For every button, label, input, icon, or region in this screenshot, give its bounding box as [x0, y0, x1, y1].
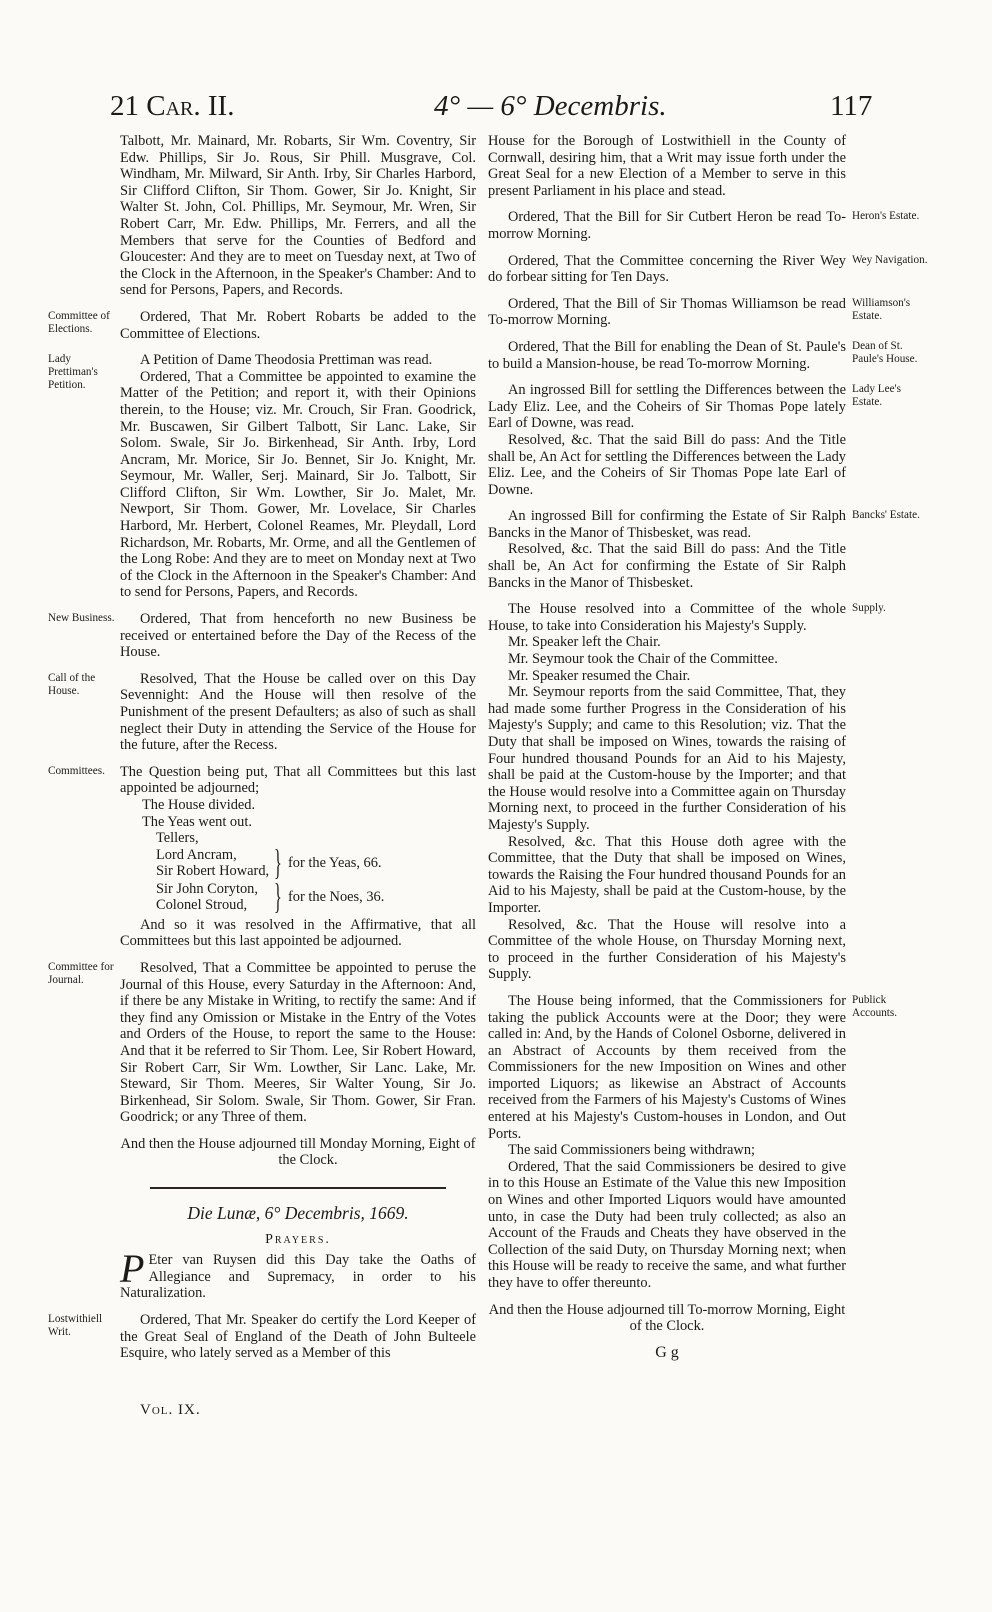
entry-text: Mr. Seymour took the Chair of the Committee.: [508, 651, 778, 668]
margin-note: Williamson's Estate.: [852, 296, 911, 322]
running-head-regnal-year: 21 Car. II.: [110, 90, 235, 122]
entry-text: Mr. Speaker left the Chair.: [508, 634, 661, 651]
left-column: [48, 133, 476, 1369]
entry-publick-accounts: [488, 992, 898, 1292]
entry-text: Ordered, That the Committee concerning the River Wey do forbear sitting for Ten Days.: [488, 252, 846, 286]
brace-icon: }: [274, 875, 282, 916]
entry-lady-lee-estate: [488, 382, 901, 498]
day-heading: Die Lunæ, 6° Decembris, 1669.: [187, 1203, 409, 1224]
entry-text: Ordered, That the Bill of Sir Thomas Williamson be read To-morrow Morning.: [488, 295, 846, 329]
entry-text: A Petition of Dame Theodosia Prettiman was read.: [140, 352, 433, 369]
entry-dean-st-paules: [488, 338, 918, 372]
margin-note: Wey Navigation.: [852, 253, 928, 266]
entry-adjournment: [120, 1136, 476, 1169]
entry-lostwithiell-writ: [48, 1312, 476, 1362]
entry-text: Resolved, That a Committee be appointed to peruse the Journal of this House, every Saturday in the Afternoon: And, if there be any Mistake in Writing, to rectify the same: And if they find any Omission or Mistake in the Entry of the Votes and Orders of the House, to report the same to the House: And that it be referred to Sir Thom. Lee, Sir Robert Howard, Sir Robert Carr, Sir Wm. Lowther, Sir Lanc. Lake, Mr. Steward, Sir Thom. Meeres, Sir Walter Young, Sir Jo. Birkenhead, Sir Solom. Swale, Sir Thom. Gower, Sir Fran. Goodrick; or any Three of them.: [120, 959, 476, 1126]
entry-text: Talbott, Mr. Mainard, Mr. Robarts, Sir Wm. Coventry, Sir Edw. Phillips, Sir Jo. Rous, Sir Phill. Musgrave, Col. Windham, Mr. Milward, Sir Anth. Irby, Sir Charles Harbord, Sir Clifford Clifton, Sir Thom. Gower, Sir Jo. Knight, Sir Walter St. John, Col. Phillips, Mr. Seymour, Mr. Wren, Sir Robert Carr, Mr. Edw. Phillips, Mr. Ferrers, and all the Members that serve for the Counties of Bedford and Gloucester: And they are to meet on Tuesday next, at Two of the Clock in the Afternoon, in the Speaker's Chamber: And to send for Persons, Papers, and Records.: [120, 133, 476, 299]
entry-text: Mr. Speaker resumed the Chair.: [508, 667, 691, 684]
section-rule: [150, 1187, 446, 1189]
prayers-heading: Prayers.: [265, 1231, 331, 1247]
entry-text: Resolved, &c. That the House will resolve into a Committee of the whole House, on Thursday Morning next, to proceed in the further Consideration of his Majesty's Supply.: [488, 916, 846, 983]
margin-note: Lady Prettiman's Petition.: [48, 353, 98, 392]
margin-note: Call of the House.: [48, 671, 96, 697]
entry-text: House for the Borough of Lostwithiell in the County of Cornwall, desiring him, that a Writ may issue forth under the Great Seal for a new Election of a Member to serve in this present Parliament in his place and stead.: [488, 133, 846, 199]
entry-prettiman-petition: [48, 352, 476, 601]
margin-note: Heron's Estate.: [852, 210, 920, 223]
drop-cap: P: [120, 1246, 145, 1292]
teller-name: Lord Ancram,: [156, 846, 237, 863]
entry-text: Ordered, That the Bill for enabling the Dean of St. Paule's to build a Mansion-house, be read To-morrow Morning.: [488, 338, 846, 372]
margin-note: Committees.: [48, 764, 105, 777]
entry-text: Resolved, &c. That the said Bill do pass: And the Title shall be, An Act for confirming the Estate of Sir Ralph Bancks in the Manor of Thisbesket.: [488, 541, 846, 591]
entry-adjournment: [488, 1302, 846, 1335]
entry-text: The Question being put, That all Committees but this last appointed be adjourned;: [120, 763, 476, 797]
entry-text: Ordered, That Mr. Robert Robarts be added to the Committee of Elections.: [120, 308, 476, 342]
entry-call-of-house: [48, 670, 476, 754]
entry-committee-list-cont: [120, 133, 476, 299]
entry-committee-for-journal: [48, 959, 476, 1126]
entry-new-business: [48, 611, 476, 661]
entry-text: And then the House adjourned till To-morrow Morning, Eight of the Clock.: [488, 1301, 846, 1335]
margin-note: Publick Accounts.: [852, 993, 898, 1019]
gathering-signature: G g: [655, 1343, 679, 1361]
entry-williamson-estate: [488, 295, 911, 329]
entry-heron-estate: [488, 209, 920, 242]
entry-text: Ordered, That the Bill for Sir Cutbert Heron be read To-morrow Morning.: [488, 209, 846, 242]
entry-naturalization: [120, 1246, 476, 1302]
brace-icon: }: [274, 841, 282, 882]
entry-line: The Yeas went out.: [142, 813, 252, 830]
entry-text: An ingrossed Bill for settling the Differences between the Lady Eliz. Lee, and the Coheirs of Sir Thomas Pope lately Earl of Downe, was read.: [488, 382, 846, 432]
entry-text: Ordered, That Mr. Speaker do certify the Lord Keeper of the Great Seal of England of the Death of John Bulteele Esquire, who lately served as a Member of this: [120, 1312, 476, 1362]
entry-supply: [488, 601, 886, 983]
volume-signature: Vol. IX.: [140, 1402, 201, 1418]
entry-committee-of-elections: [48, 308, 476, 342]
entry-text: The House being informed, that the Commissioners for taking the publick Accounts were at the Door; they were called in: And, by the Hands of Colonel Osborne, delivered in an Abstract of Accounts by them received from the Commissioners for the new Imposition on Wines and other imported Liquors; as likewise an Abstract of Accounts received from the Farmers of his Majesty's Customs of Wines entered at his Majesty's Custom-houses in London, and Out Ports.: [488, 992, 846, 1142]
entry-text: Eter van Ruysen did this Day take the Oaths of Allegiance and Supremacy, in order to his Naturalization.: [120, 1252, 476, 1302]
margin-note: Committee of Elections.: [48, 309, 110, 335]
yeas-count: for the Yeas, 66.: [288, 854, 382, 871]
margin-note: Dean of St. Paule's House.: [852, 339, 918, 365]
running-head-dates: 4° — 6° Decembris.: [434, 90, 667, 122]
entry-wey-navigation: [488, 252, 928, 286]
entry-lostwithiell-cont: [488, 133, 846, 199]
entry-text: An ingrossed Bill for confirming the Estate of Sir Ralph Bancks in the Manor of Thisbesket, was read.: [488, 508, 846, 541]
margin-note: Supply.: [852, 602, 886, 615]
entry-text: Resolved, That the House be called over on this Day Sevennight: And the House will then resolve of the Punishment of the present Defaulters; as also of such as shall neglect their Duty in attending the Service of the House for the future, after the Recess.: [120, 670, 476, 754]
tellers-heading: Tellers,: [156, 830, 199, 847]
teller-name: Sir John Coryton,: [156, 880, 258, 897]
entry-text: Ordered, That the said Commissioners be desired to give in to this House an Estimate of the Value this new Imposition on Wines and other Imported Liquors would have amounted unto, in case the Duty had been truly collected; as also an Account of the Frauds and Cheats they have observed in the Collection of the said Duty, on Thursday Morning next; when this House will be ready to receive the same, and what further they have to offer thereunto.: [488, 1158, 846, 1291]
entry-text: Resolved, &c. That this House doth agree with the Committee, that the Duty that shall be imposed on Wines, towards the Raising the Four hundred thousand Pounds for an Aid to his Majesty, shall be paid at the Custom-house, by the Importer.: [488, 833, 846, 916]
entry-text: And so it was resolved in the Affirmative, that all Committees but this last appointed be adjourned.: [120, 916, 476, 950]
entry-text: The said Commissioners being withdrawn;: [508, 1142, 756, 1159]
right-column: [488, 133, 928, 1361]
margin-note: Committee for Journal.: [48, 960, 114, 986]
margin-note: New Business.: [48, 612, 115, 625]
entry-bancks-estate: [488, 508, 920, 591]
page-number: 117: [830, 90, 873, 122]
margin-note: Lady Lee's Estate.: [852, 383, 901, 409]
tellers-table: [156, 841, 476, 917]
entry-text: Mr. Seymour reports from the said Committee, That, they had made some further Progress in the Consideration of his Majesty's Supply; and came to this Resolution; viz. That the Duty that shall be imposed on Wines, towards the raising of Four hundred thousand Pounds for an Aid to his Majesty, shall be paid at the Custom-house by the Importer; and that the House would resolve into a Committee again on Thursday Morning next, to proceed in the further Consideration of his Majesty's Supply.: [488, 684, 846, 833]
entry-committees-division: [48, 763, 476, 950]
teller-name: Colonel Stroud,: [156, 896, 248, 913]
margin-note: Lostwithiell Writ.: [48, 1313, 103, 1339]
entry-text: Resolved, &c. That the said Bill do pass: And the Title shall be, An Act for settling the Differences between the Lady Eliz. Lee, and the Coheirs of Sir Thomas Pope late Earl of Downe.: [488, 431, 846, 498]
entry-text: Ordered, That from henceforth no new Business be received or entertained before the Day of the Recess of the House.: [120, 611, 476, 661]
margin-note: Bancks' Estate.: [852, 509, 920, 522]
entry-text: The House resolved into a Committee of the whole House, to take into Consideration his Majesty's Supply.: [488, 601, 846, 634]
teller-name: Sir Robert Howard,: [156, 862, 270, 879]
entry-line: The House divided.: [142, 796, 256, 813]
entry-text: Ordered, That a Committee be appointed to examine the Matter of the Petition; and report it, with their Opinions therein, to the House; viz. Mr. Crouch, Sir Fran. Goodrick, Mr. Buscawen, Sir Gilbert Talbott, Sir Lanc. Lake, Sir Solom. Swale, Sir Jo. Birkenhead, Sir Anth. Irby, Lord Ancram, Mr. Morice, Sir Jo. Bennet, Sir Jo. Knight, Mr. Seymour, Mr. Waller, Serj. Mainard, Sir Jo. Talbott, Sir Clifford Clifton, Sir Wm. Lowther, Sir Jo. Malet, Mr. Newport, Sir Thom. Gower, Mr. Lovelace, Sir Charles Harbord, Mr. Herbert, Colonel Reames, Mr. Pleydall, Lord Richardson, Mr. Robarts, Mr. Orme, and all the Gentlemen of the Long Robe: And they are to meet on Monday next at Two of the Clock in the Afternoon in the Speaker's Chamber: And to send for Persons, Papers, and Records.: [120, 368, 476, 601]
noes-count: for the Noes, 36.: [288, 888, 385, 905]
entry-text: And then the House adjourned till Monday Morning, Eight of the Clock.: [120, 1135, 476, 1169]
